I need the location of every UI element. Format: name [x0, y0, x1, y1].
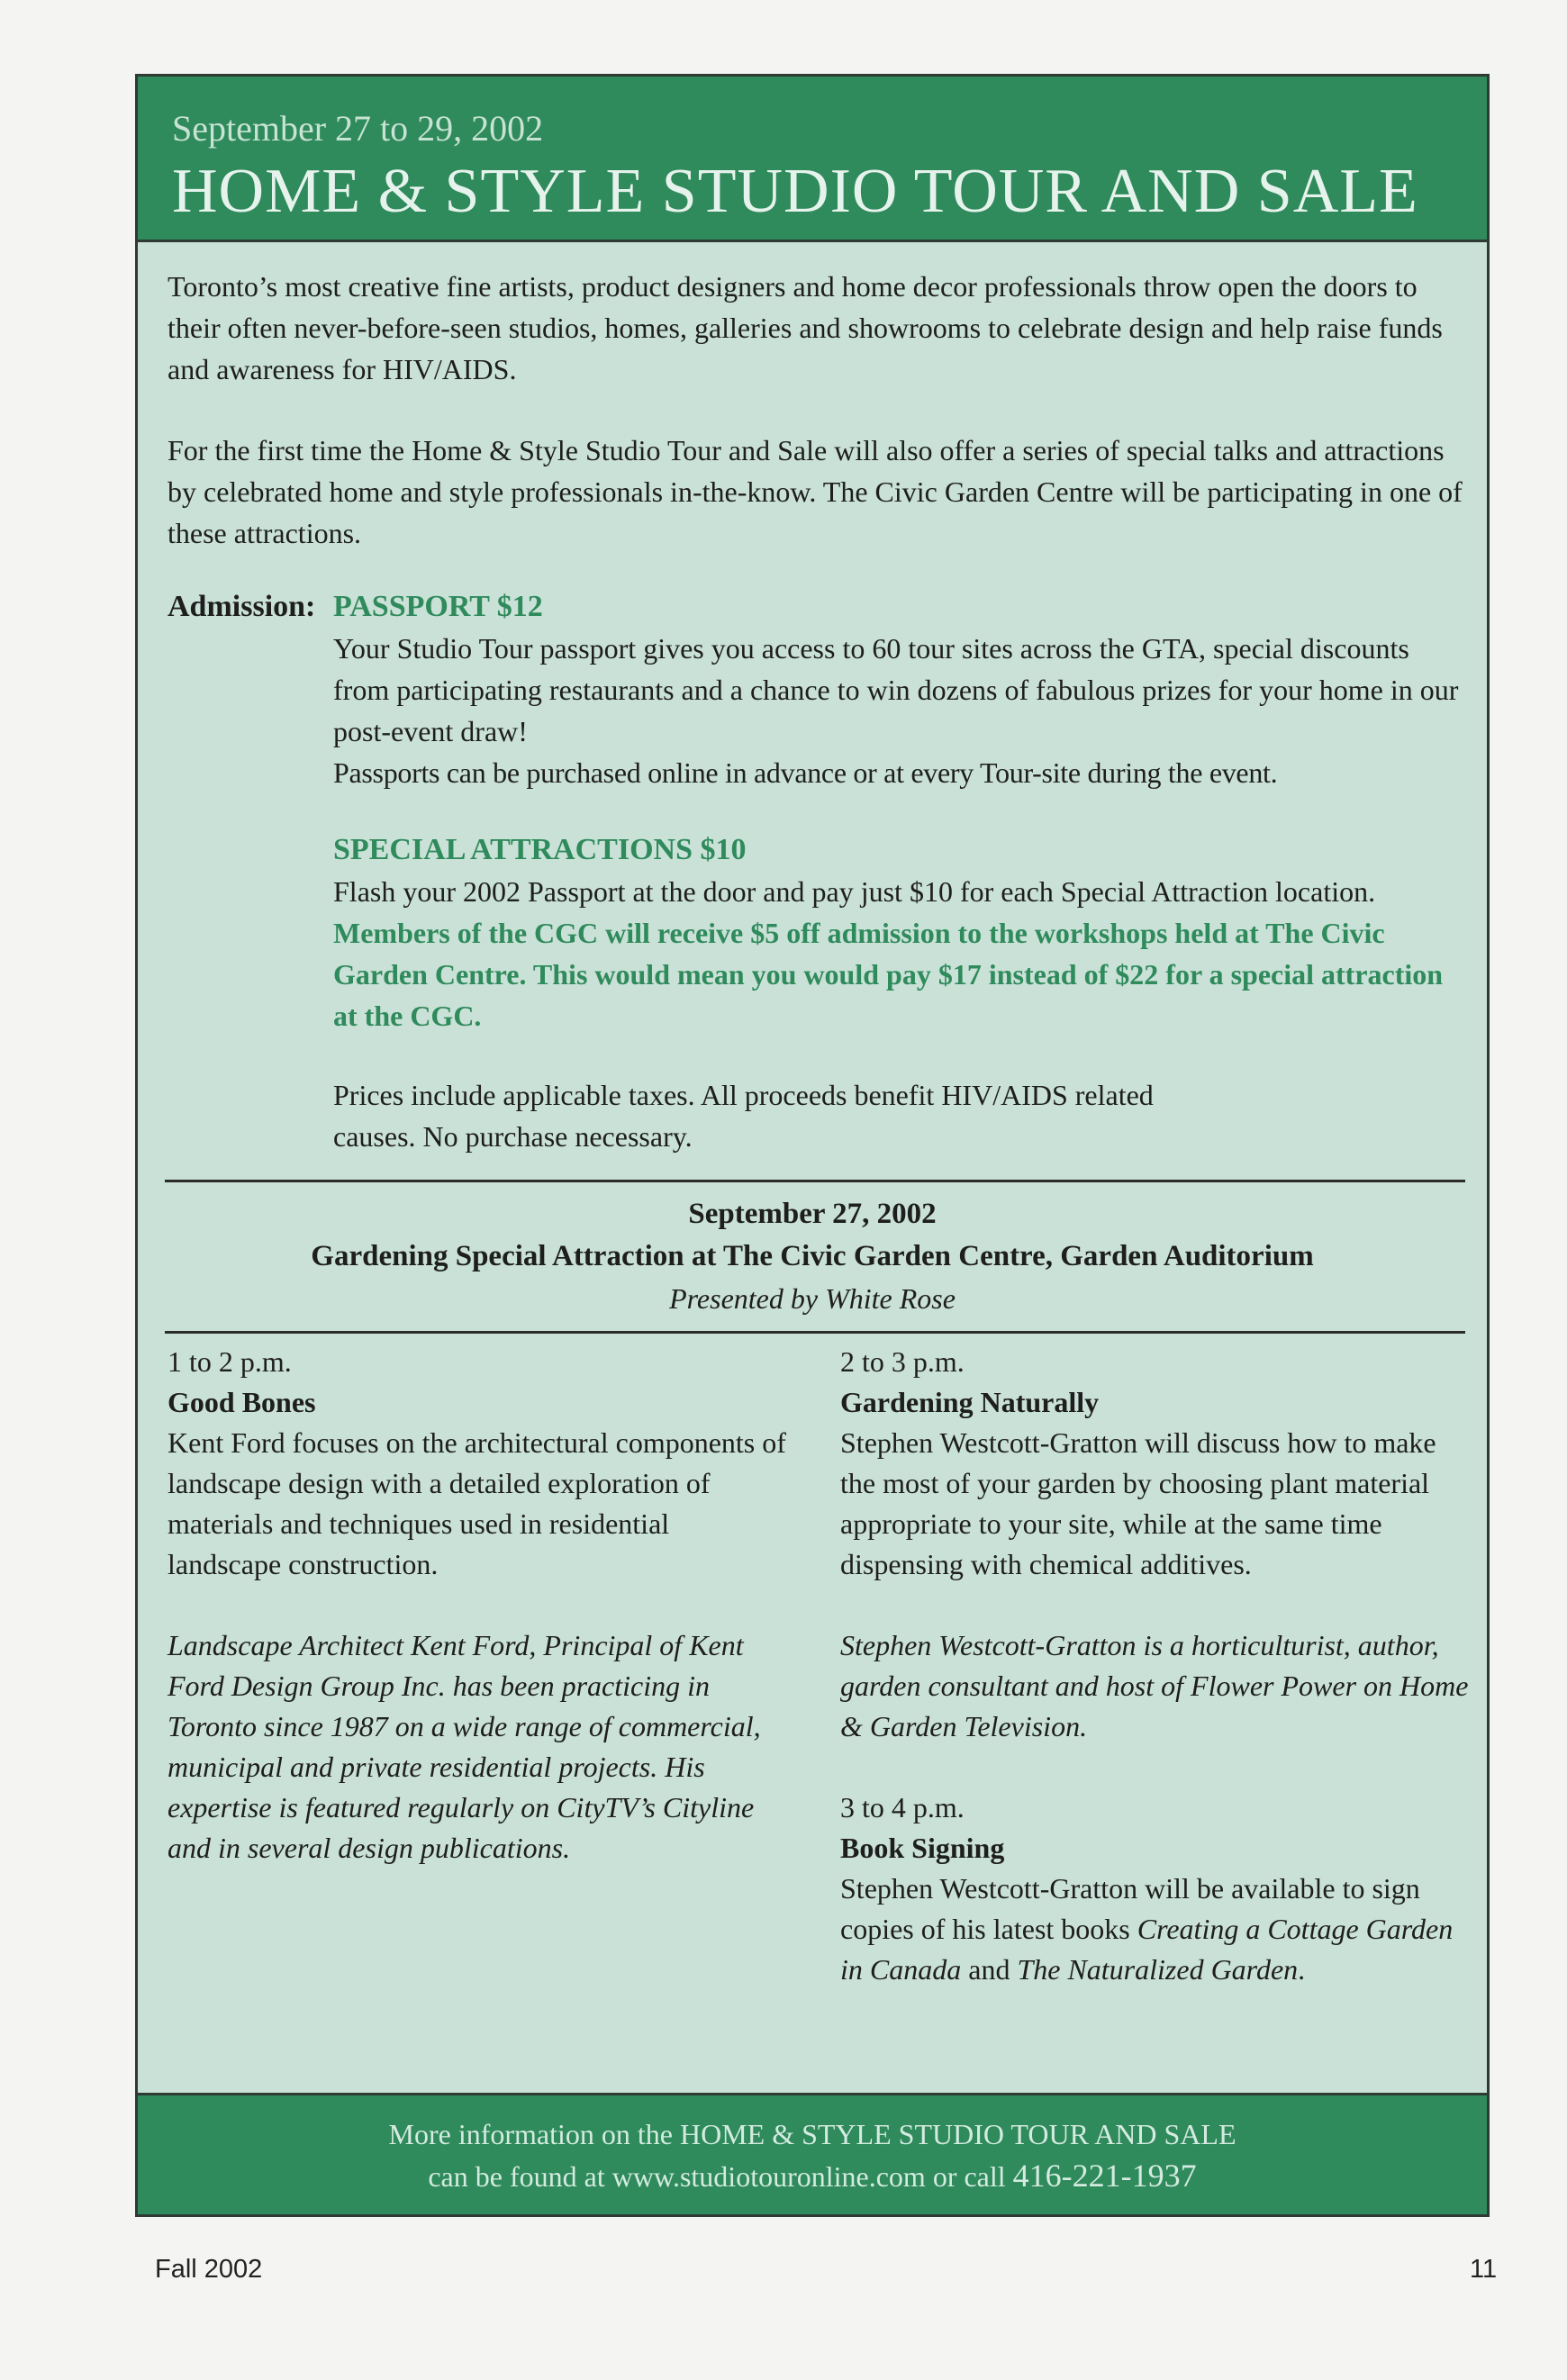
session-2-title: Gardening Naturally: [840, 1386, 1100, 1418]
members-discount-note: Members of the CGC will receive $5 off admission to the workshops held at The Civic Garden Centre. This would mean you would pay $17 instead of $22 for a special attraction at the CGC.: [333, 917, 1444, 1032]
passport-purchase-text: Passports can be purchased online in advance or at every Tour-site during the event.: [333, 756, 1278, 789]
feature-box: [135, 74, 1490, 2217]
header-title: HOME & STYLE STUDIO TOUR AND SALE: [172, 157, 1418, 226]
event-title: Gardening Special Attraction at The Civic Garden Centre, Garden Auditorium: [311, 1240, 1314, 1272]
special-attractions-heading: SPECIAL ATTRACTIONS $10: [333, 833, 747, 866]
session-2-time: 2 to 3 p.m.: [840, 1345, 965, 1378]
admission-label: Admission:: [168, 590, 316, 623]
session-1: [168, 1342, 789, 1869]
event-date: September 27, 2002: [688, 1198, 937, 1230]
event-presenter: Presented by White Rose: [669, 1282, 956, 1315]
passport-heading: PASSPORT $12: [333, 590, 543, 623]
session-1-time: 1 to 2 p.m.: [168, 1345, 292, 1378]
session-2-description: Stephen Westcott-Gratton will discuss how to make the most of your garden by choosing plant material appropriate to your site, while at the same time dispensing with chemical additives.: [840, 1426, 1436, 1580]
book-title-1: Creating a Cottage Garden in Canada: [840, 1913, 1454, 1986]
footer-banner: [138, 2093, 1487, 2214]
special-attractions-text: Flash your 2002 Passport at the door and pay just $10 for each Special Attraction location. Members of the CGC will receive $5 off admission to the workshops held at The Civic Garden Centre. This would mean you would pay $17 instead of $22 for a special attraction at the CGC.: [333, 875, 1444, 1032]
header-banner: [138, 77, 1487, 242]
footer-phone: 416-221-1937: [1012, 2158, 1197, 2194]
footer-line-2: can be found at www.studiotouronline.com or call 416-221-1937: [428, 2158, 1197, 2194]
intro-paragraph-2: For the first time the Home & Style Studio Tour and Sale will also offer a series of special talks and attractions by celebrated home and style professionals in-the-know. The Civic Garden Centre will be participating in one of these attractions.: [168, 434, 1463, 549]
prices-note: Prices include applicable taxes. All proceeds benefit HIV/AIDS related causes. No purchase necessary.: [333, 1079, 1154, 1153]
book-title-2: The Naturalized Garden: [1017, 1953, 1299, 1986]
session-1-description: Kent Ford focuses on the architectural components of landscape design with a detailed exploration of materials and techniques used in residential landscape construction.: [168, 1426, 786, 1580]
page-number: 11: [1470, 2255, 1498, 2284]
admission-special: [333, 829, 1468, 1036]
page-season: Fall 2002: [155, 2255, 263, 2284]
intro-paragraph-1: Toronto’s most creative fine artists, product designers and home decor professionals throw open the doors to their often never-before-seen studios, homes, galleries and showrooms to celebrate design and help raise funds and awareness for HIV/AIDS.: [168, 270, 1443, 385]
divider-bottom: [165, 1331, 1465, 1334]
session-1-bio: Landscape Architect Kent Ford, Principal of Kent Ford Design Group Inc. has been practicing in Toronto since 1987 on a wide range of commercial, municipal and private residential projects. His expertise is featured regularly on CityTV’s Cityline and in several design publications.: [168, 1629, 761, 1864]
admission-passport: [333, 586, 1468, 793]
event-info: [138, 1193, 1487, 1320]
session-3-description: Stephen Westcott-Gratton will be available to sign copies of his latest books Creating a Cottage Garden in Canada and The Naturalized Garden.: [840, 1872, 1454, 1986]
passport-text: Your Studio Tour passport gives you access to 60 tour sites across the GTA, special discounts from participating restaurants and a chance to win dozens of fabulous prizes for your home in our post-event draw!: [333, 632, 1459, 747]
session-3-title: Book Signing: [840, 1832, 1005, 1864]
divider-top: [165, 1180, 1465, 1182]
footer-line-1: More information on the HOME & STYLE STUDIO TOUR AND SALE: [388, 2118, 1236, 2150]
session-3-time: 3 to 4 p.m.: [840, 1791, 965, 1823]
session-2-bio: Stephen Westcott-Gratton is a horticulturist, author, garden consultant and host of Flower Power on Home & Garden Television.: [840, 1629, 1469, 1742]
header-date: September 27 to 29, 2002: [172, 108, 544, 149]
session-1-title: Good Bones: [168, 1386, 316, 1418]
session-2: [840, 1342, 1471, 1990]
